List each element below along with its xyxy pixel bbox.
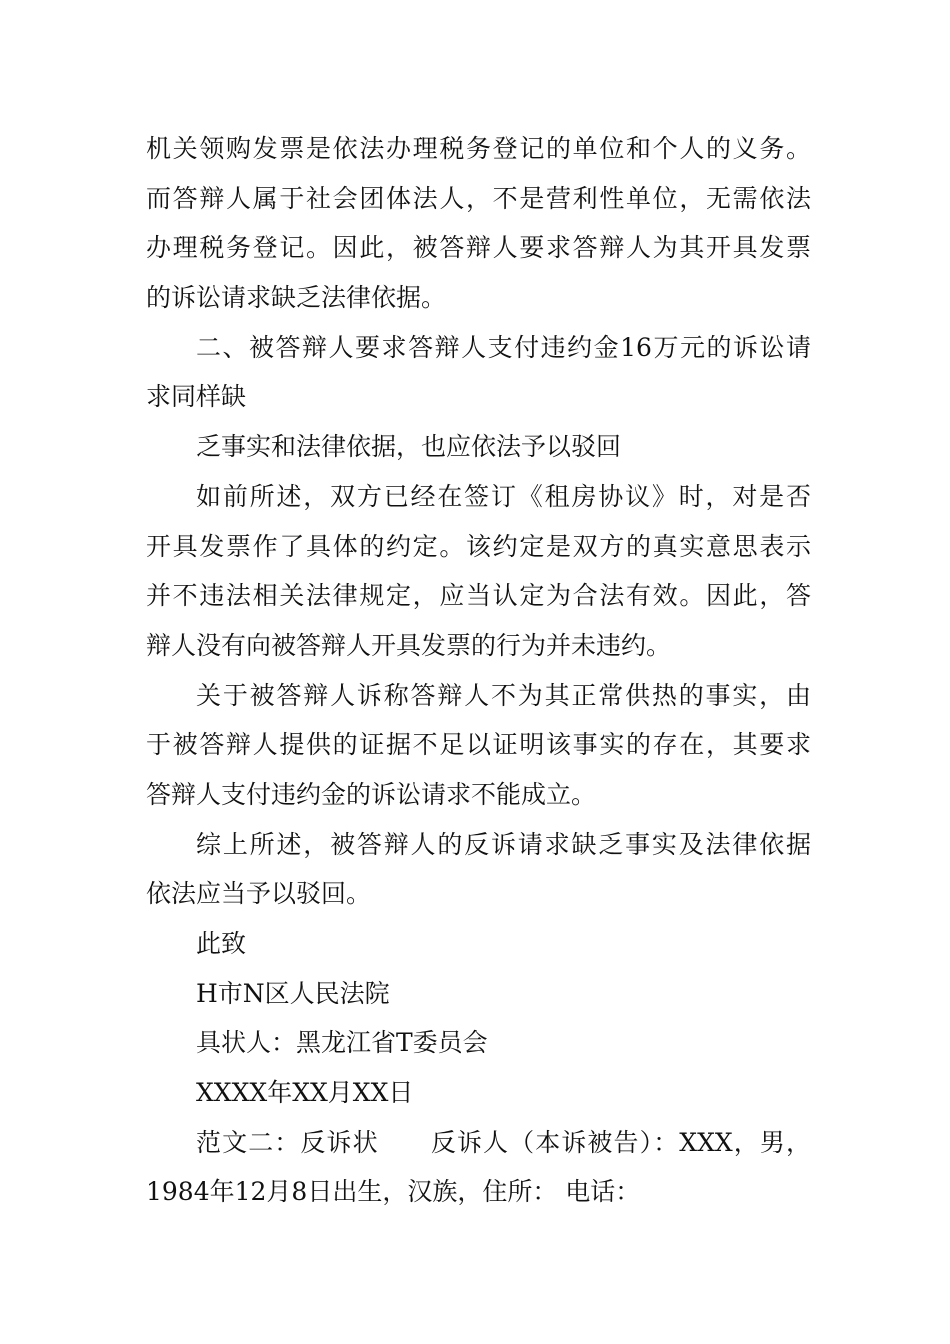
paragraph-line: 机关领购发票是依法办理税务登记的单位和个人的义务。 [146,134,811,163]
paragraph-line: 开具发票作了具体的约定。该约定是双方的真实意思表示 [146,531,811,561]
date-line: XXXX年XX月XX日 [196,1078,414,1108]
document-body [146,124,811,1217]
section-heading-line: 求同样缺 [146,382,247,412]
salutation-line: 此致 [196,929,247,958]
paragraph-line: 如前所述，双方已经在签订《租房协议》时，对是否 [196,481,811,511]
court-name-line: H市N区人民法院 [196,978,390,1008]
paragraph-line: 而答辩人属于社会团体法人，不是营利性单位，无需依法 [146,183,811,213]
paragraph-line: 关于被答辩人诉称答辩人不为其正常供热的事实，由 [196,680,811,710]
paragraph-line: 综上所述，被答辩人的反诉请求缺乏事实及法律依据 [196,829,811,859]
section-heading-line: 乏事实和法律依据，也应依法予以驳回 [196,432,622,462]
paragraph-line: 1984年12月8日出生，汉族，住所： 电话： [146,1177,641,1207]
sample-heading-line: 范文二：反诉状 反诉人（本诉被告）：XXX，男， [196,1127,811,1157]
section-heading-line: 二、被答辩人要求答辩人支付违约金16万元的诉讼请 [196,332,811,362]
signatory-line: 具状人：黑龙江省T委员会 [196,1028,488,1058]
paragraph-line: 于被答辩人提供的证据不足以证明该事实的存在，其要求 [146,730,811,760]
paragraph-line: 并不违法相关法律规定，应当认定为合法有效。因此，答 [146,581,811,611]
paragraph-line: 的诉讼请求缺乏法律依据。 [146,283,447,313]
paragraph-line: 辩人没有向被答辩人开具发票的行为并未违约。 [146,630,672,660]
paragraph-line: 办理税务登记。因此，被答辩人要求答辩人为其开具发票 [146,233,811,263]
paragraph-line: 依法应当予以驳回。 [146,879,372,909]
paragraph-line: 答辩人支付违约金的诉讼请求不能成立。 [146,779,597,809]
